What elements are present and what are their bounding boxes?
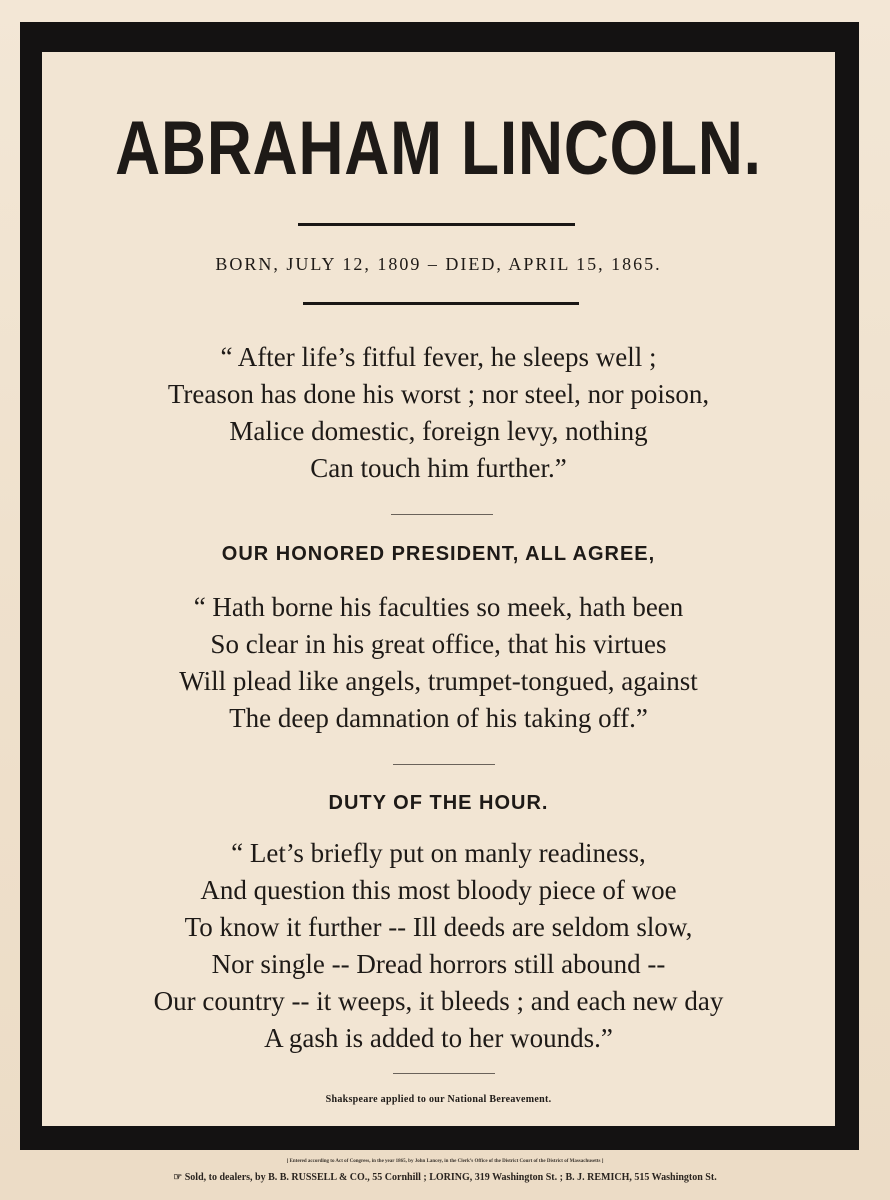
attribution-line: Shakspeare applied to our National Bereavement. <box>325 1094 552 1105</box>
stanza-line: So clear in his great office, that his virtues <box>210 629 667 659</box>
copyright-notice: [ Entered according to Act of Congress, in the year 1865, by John Lancey, in the Clerk’s Office of the District Court of the District of Massachusetts ] <box>286 1159 604 1164</box>
stanza-line: Can touch him further.” <box>310 453 567 483</box>
stanza-virtues <box>42 589 835 737</box>
stanza-line: A gash is added to her wounds.” <box>264 1023 613 1053</box>
poster-title: ABRAHAM LINCOLN. <box>115 106 762 191</box>
stanza-line: “ Let’s briefly put on manly readiness, <box>231 838 646 868</box>
stanza-line: Our country -- it weeps, it bleeds ; and each new day <box>153 986 724 1016</box>
section-divider <box>393 764 495 765</box>
section-divider <box>391 514 493 515</box>
stanza-line: Malice domestic, foreign levy, nothing <box>229 416 648 446</box>
title-rule-bottom <box>303 302 579 305</box>
stanza-macbeth <box>42 339 835 487</box>
stanza-line: And question this most bloody piece of woe <box>200 875 677 905</box>
stanza-line: To know it further -- Ill deeds are seldom slow, <box>184 912 693 942</box>
heading-honored-president: OUR HONORED PRESIDENT, ALL AGREE, <box>221 543 656 565</box>
title-rule-top <box>298 223 575 226</box>
stanza-duty <box>42 835 835 1057</box>
heading-duty-of-the-hour: DUTY OF THE HOUR. <box>328 792 549 814</box>
stanza-line: The deep damnation of his taking off.” <box>229 703 648 733</box>
stanza-line: Will plead like angels, trumpet-tongued, against <box>179 666 698 696</box>
stanza-line: “ After life’s fitful fever, he sleeps well ; <box>220 342 657 372</box>
section-divider <box>393 1073 495 1074</box>
stanza-line: Nor single -- Dread horrors still abound -- <box>211 949 666 979</box>
birth-death-dates: BORN, JULY 12, 1809 – DIED, APRIL 15, 1865. <box>215 254 662 274</box>
stanza-line: “ Hath borne his faculties so meek, hath been <box>193 592 684 622</box>
poster-content <box>42 52 835 1126</box>
dealers-imprint: ☞ Sold, to dealers, by B. B. RUSSELL & CO., 55 Cornhill ; LORING, 319 Washington St. ; B. J. REMICH, 515 Washington St. <box>173 1172 717 1183</box>
stanza-line: Treason has done his worst ; nor steel, nor poison, <box>167 379 710 409</box>
